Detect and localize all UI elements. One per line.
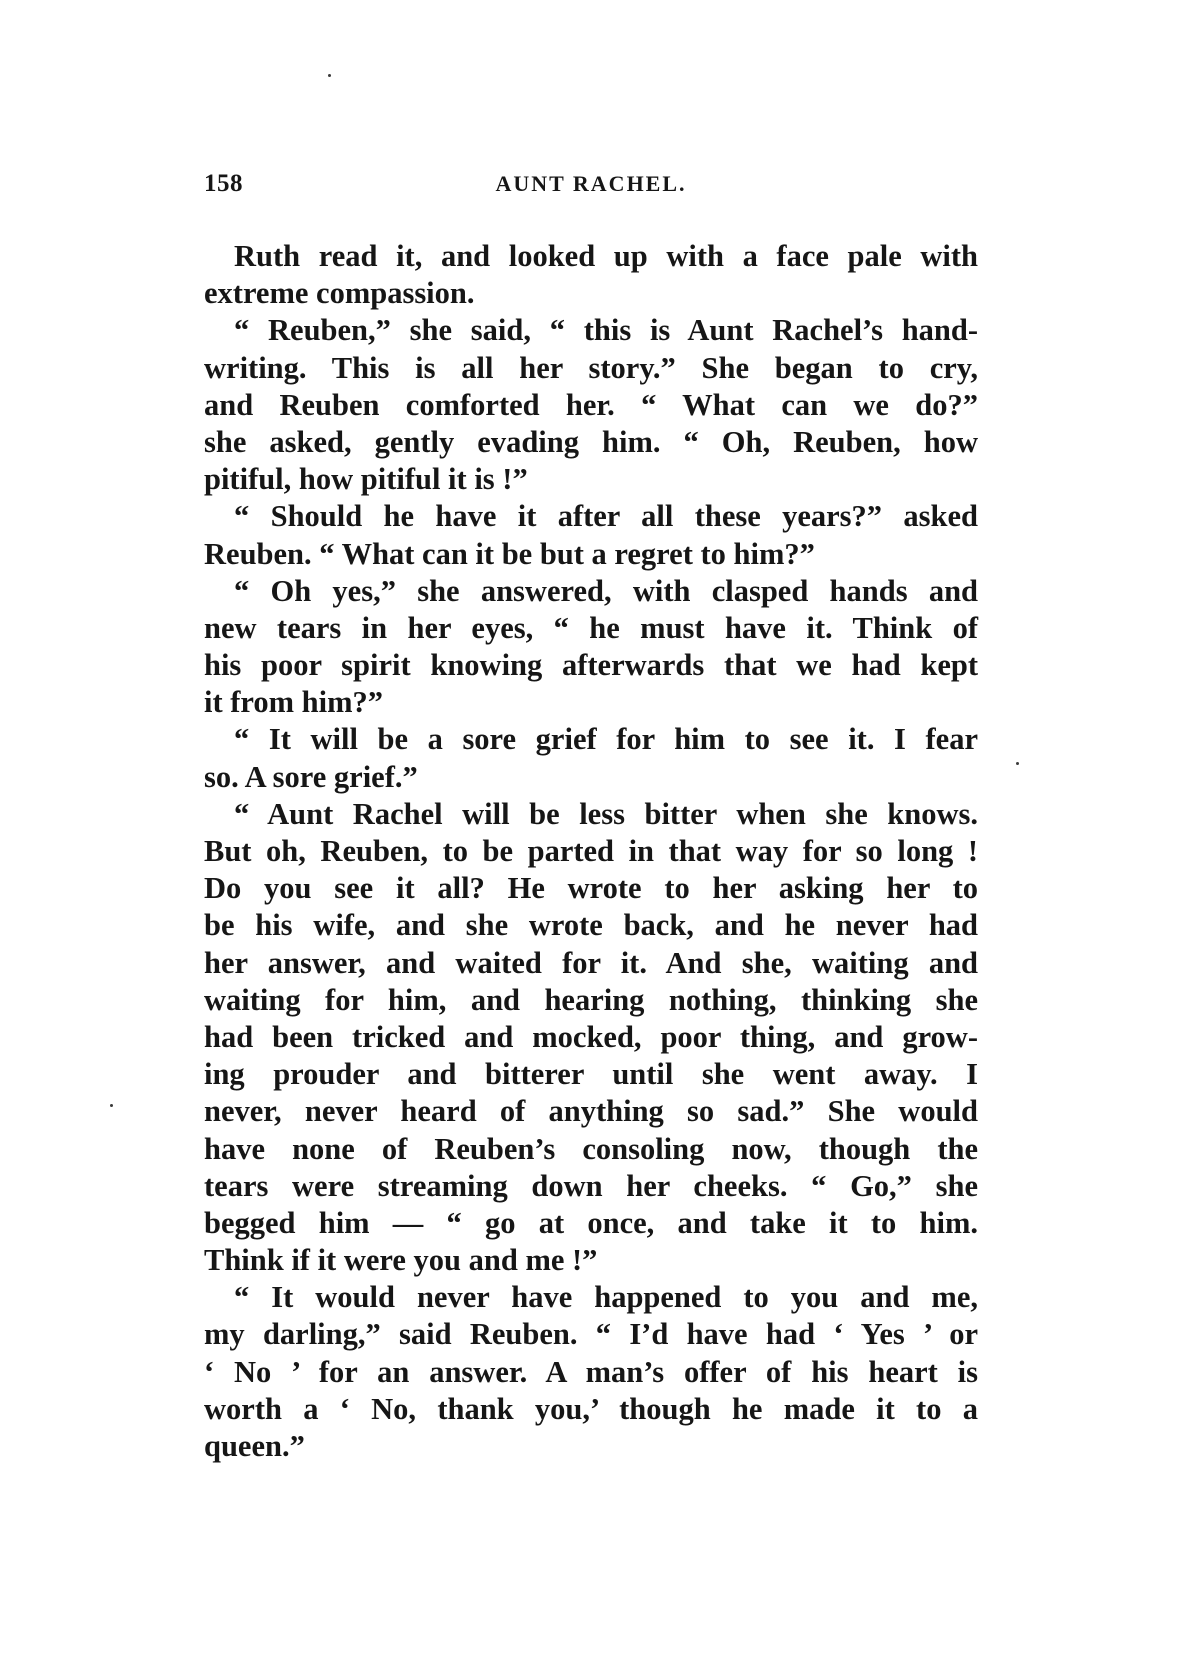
text-line: “ Should he have it after all these years?” asked [234, 499, 978, 534]
text-line: his poor spirit knowing afterwards that we had kept [204, 648, 978, 683]
text-line: “ Reuben,” she said, “ this is Aunt Rachel’s hand- [234, 313, 978, 348]
body-text [204, 238, 978, 1465]
text-line: she asked, gently evading him. “ Oh, Reuben, how [204, 424, 978, 459]
text-line: it from him?” [204, 685, 384, 720]
text-line: ing prouder and bitterer until she went away. I [204, 1057, 978, 1092]
text-line: “ Aunt Rachel will be less bitter when she knows. [234, 796, 978, 831]
text-line: her answer, and waited for it. And she, waiting and [204, 945, 978, 980]
text-line: so. A sore grief.” [204, 759, 418, 794]
text-line: be his wife, and she wrote back, and he never had [204, 908, 978, 943]
text-line: writing. This is all her story.” She began to cry, [204, 350, 978, 385]
print-speck [1016, 762, 1019, 765]
text-line: But oh, Reuben, to be parted in that way for so long ! [204, 834, 978, 868]
text-line: worth a ‘ No, thank you,’ though he made it to a [204, 1391, 978, 1426]
text-line: my darling,” said Reuben. “ I’d have had ‘ Yes ’ or [204, 1317, 978, 1352]
text-line: Ruth read it, and looked up with a face pale with [234, 239, 978, 273]
text-line: have none of Reuben’s consoling now, though the [204, 1131, 978, 1166]
print-speck [110, 1104, 113, 1107]
text-line: “ It would never have happened to you and me, [234, 1280, 978, 1315]
text-line: Think if it were you and me !” [204, 1243, 598, 1278]
print-speck [328, 74, 331, 77]
text-line: Do you see it all? He wrote to her asking her to [204, 871, 978, 906]
text-line: had been tricked and mocked, poor thing, and grow- [204, 1019, 978, 1054]
text-line: begged him — “ go at once, and take it to him. [204, 1205, 978, 1240]
text-line: “ Oh yes,” she answered, with clasped hands and [234, 573, 978, 608]
text-line: Reuben. “ What can it be but a regret to him?” [204, 536, 815, 571]
text-line: and Reuben comforted her. “ What can we do?” [204, 387, 978, 422]
text-line: waiting for him, and hearing nothing, thinking she [204, 982, 978, 1017]
text-line: never, never heard of anything so sad.” She would [204, 1094, 978, 1129]
text-line: queen.” [204, 1429, 305, 1463]
text-line: extreme compassion. [204, 276, 475, 311]
page-number: 158 [204, 170, 243, 197]
text-line: “ It will be a sore grief for him to see it. I fear [234, 722, 978, 757]
text-line: pitiful, how pitiful it is !” [204, 462, 528, 497]
text-line: tears were streaming down her cheeks. “ Go,” she [204, 1168, 978, 1203]
text-line: ‘ No ’ for an answer. A man’s offer of his heart is [204, 1354, 978, 1389]
running-title: AUNT RACHEL. [495, 171, 687, 196]
running-head [204, 170, 978, 204]
text-line: new tears in her eyes, “ he must have it. Think of [204, 610, 978, 645]
